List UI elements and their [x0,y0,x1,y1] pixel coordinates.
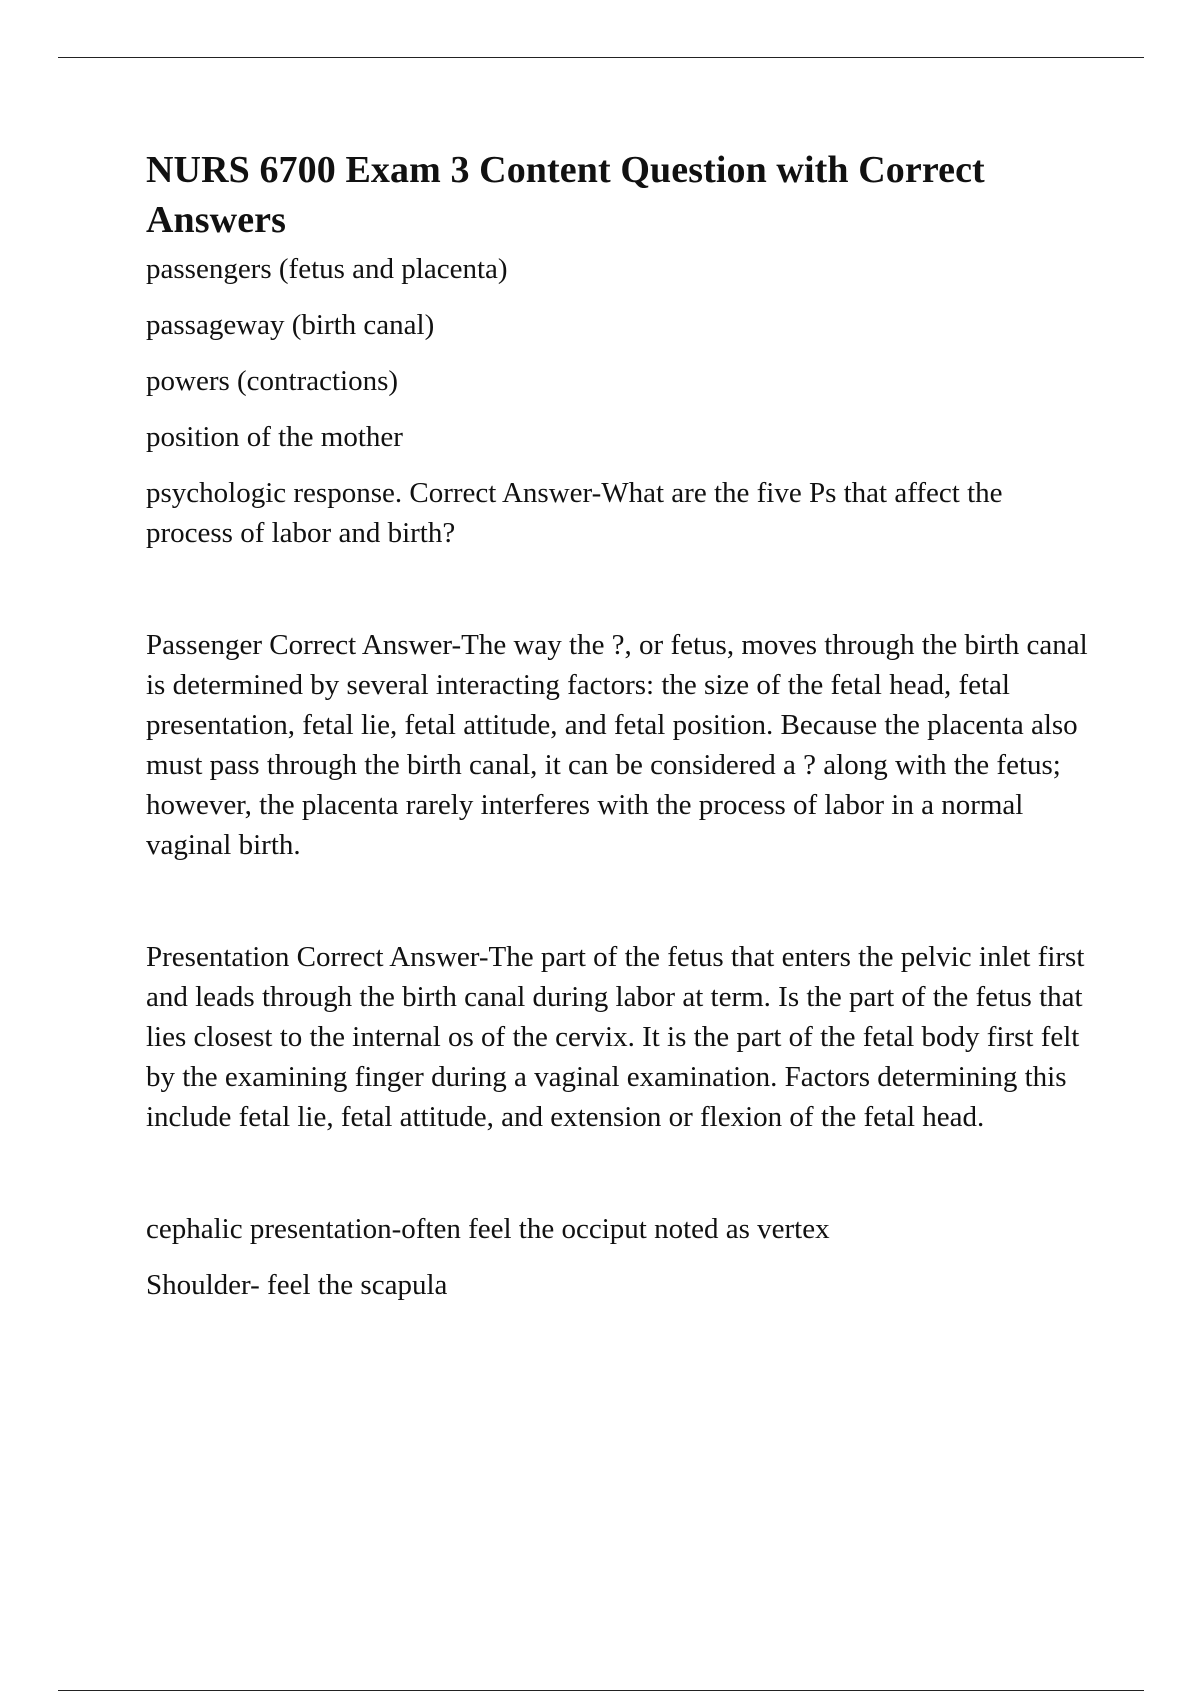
header-rule [58,57,1144,58]
line-passengers: passengers (fetus and placenta) [146,253,508,285]
line-position: position of the mother [146,421,403,453]
line-powers: powers (contractions) [146,365,399,397]
footer-rule [58,1690,1144,1691]
document-body [146,145,1096,1321]
line-shoulder: Shoulder- feel the scapula [146,1269,448,1301]
presentation-paragraph: Presentation Correct Answer-The part of the fetus that enters the pelvic inlet first and leads through the birth canal during labor at term. Is the part of the fetus that lies closest to the internal os of the cervix. It is the part of the fetal body first felt by the examining finger during a vaginal examination. Factors determining this include fetal lie, fetal attitude, and extension or flexion of the fetal head. [146,941,1085,1133]
passenger-paragraph: Passenger Correct Answer-The way the ?, or fetus, moves through the birth canal is determined by several interacting factors: the size of the fetal head, fetal presentation, fetal lie, fetal attitude, and fetal position. Because the placenta also must pass through the birth canal, it can be considered a ? along with the fetus; however, the placenta rarely interferes with the process of labor in a normal vaginal birth. [146,629,1088,861]
line-psychologic-response: psychologic response. Correct Answer-What are the five Ps that affect the process of labor and birth? [146,477,1003,549]
line-passageway: passageway (birth canal) [146,309,435,341]
document-title: NURS 6700 Exam 3 Content Question with Correct Answers [146,149,985,241]
line-cephalic-presentation: cephalic presentation-often feel the occiput noted as vertex [146,1213,830,1245]
